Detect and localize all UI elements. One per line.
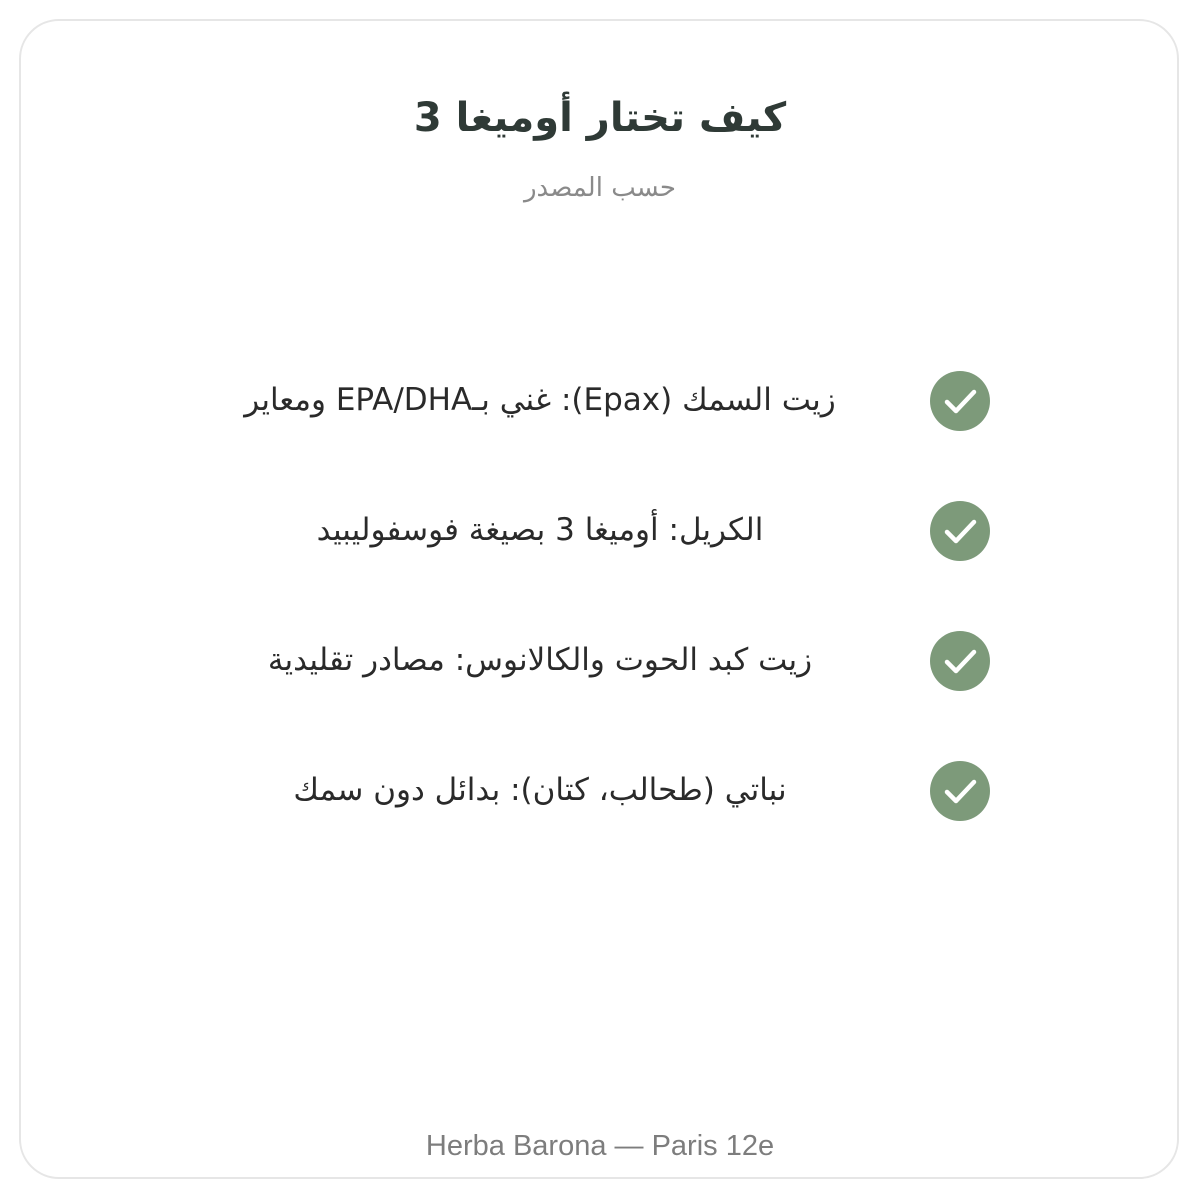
- check-circle-icon: [929, 370, 991, 432]
- page-subtitle: حسب المصدر: [524, 173, 676, 203]
- list-item: [0, 628, 1200, 692]
- list-item-text: زيت السمك (Epax): غني بـEPA/DHA ومعاير: [244, 382, 836, 418]
- footer-brand: Herba Barona — Paris 12e: [425, 1130, 775, 1162]
- page-title: كيف تختار أوميغا 3: [413, 95, 787, 141]
- list-item: [0, 368, 1200, 432]
- list-item-text: زيت كبد الحوت والكالانوس: مصادر تقليدية: [267, 642, 813, 678]
- list-item: [0, 498, 1200, 562]
- check-circle-icon: [929, 760, 991, 822]
- list-item-text: الكريل: أوميغا 3 بصيغة فوسفوليبيد: [316, 512, 764, 548]
- list-item-text: نباتي (طحالب، كتان): بدائل دون سمك: [293, 772, 787, 808]
- check-circle-icon: [929, 630, 991, 692]
- check-circle-icon: [929, 500, 991, 562]
- list-item: [0, 758, 1200, 822]
